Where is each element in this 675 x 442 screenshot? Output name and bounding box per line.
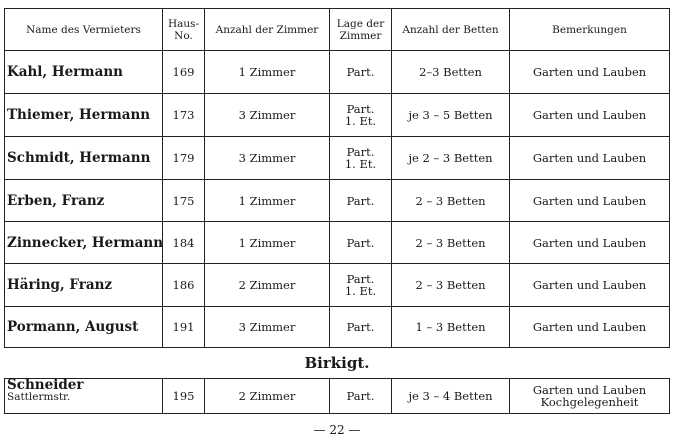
cell-betten: je 2 – 3 Betten — [408, 151, 493, 165]
cell-name: Zinnecker, Hermann — [7, 234, 164, 251]
cell-lage — [330, 51, 391, 93]
header-lage — [330, 9, 391, 50]
cell-zimmer: 2 Zimmer — [238, 389, 296, 403]
table-bottom-rule — [4, 413, 670, 414]
cell-haus: 186 — [172, 278, 195, 292]
cell-lage — [330, 307, 391, 347]
cell-betten: 2–3 Betten — [419, 65, 482, 79]
cell-zimmer: 3 Zimmer — [238, 108, 296, 122]
section-heading: Birkigt. — [304, 354, 370, 372]
section-top-rule — [4, 347, 670, 348]
cell-bemerkungen — [510, 264, 669, 306]
lage-line: 1. Et. — [344, 114, 377, 128]
lage-line: Part. — [346, 102, 375, 116]
bemerkungen-line: Garten und Lauben — [532, 108, 647, 122]
lage-line: 1. Et. — [344, 157, 377, 171]
cell-zimmer: 3 Zimmer — [238, 320, 296, 334]
header-bemerkungen: Bemerkungen — [552, 23, 627, 36]
cell-zimmer: 1 Zimmer — [238, 193, 296, 208]
header-name: Name des Vermieters — [26, 23, 141, 36]
lage-line: 1. Et. — [344, 284, 377, 298]
header-lage-line1: Lage der — [336, 17, 385, 30]
column-rule — [669, 8, 670, 347]
bemerkungen-line: Garten und Lauben — [532, 151, 647, 165]
column-rule — [669, 378, 670, 413]
cell-lage — [330, 137, 391, 179]
lage-line: Part. — [346, 389, 375, 403]
cell-name: Thiemer, Hermann — [7, 107, 151, 123]
lage-line: Part. — [346, 272, 375, 286]
cell-bemerkungen — [510, 51, 669, 93]
lage-line: Part. — [346, 145, 375, 159]
cell-bemerkungen — [510, 307, 669, 347]
vermieter-name: Schneider — [7, 377, 84, 393]
header-zimmer: Anzahl der Zimmer — [215, 23, 319, 36]
cell-haus: 175 — [172, 193, 195, 208]
bemerkungen-line: Garten und Lauben — [532, 320, 647, 334]
cell-haus: 169 — [172, 65, 195, 79]
header-lage-line2: Zimmer — [339, 29, 382, 42]
cell-betten: je 3 – 5 Betten — [408, 108, 493, 122]
lage-line: Part. — [346, 320, 375, 334]
cell-bemerkungen — [510, 222, 669, 263]
cell-betten: 2 – 3 Betten — [415, 235, 486, 250]
cell-betten: 1 – 3 Betten — [415, 320, 486, 334]
cell-haus: 179 — [172, 151, 195, 165]
bemerkungen-line: Garten und Lauben — [532, 383, 647, 397]
cell-zimmer: 2 Zimmer — [238, 278, 296, 292]
cell-bemerkungen — [510, 180, 669, 221]
header-haus-line2: No. — [174, 29, 193, 42]
cell-name: Häring, Franz — [7, 277, 113, 293]
cell-name: Erben, Franz — [7, 192, 105, 209]
cell-lage — [330, 222, 391, 263]
cell-haus: 195 — [172, 389, 195, 403]
cell-betten: je 3 – 4 Betten — [408, 389, 493, 403]
cell-lage — [330, 264, 391, 306]
lage-line: Part. — [346, 65, 375, 79]
cell-zimmer: 1 Zimmer — [238, 235, 296, 250]
cell-zimmer: 3 Zimmer — [238, 151, 296, 165]
cell-bemerkungen — [510, 379, 669, 413]
cell-name: Kahl, Hermann — [7, 64, 123, 80]
cell-haus: 184 — [172, 235, 195, 250]
cell-betten: 2 – 3 Betten — [415, 278, 486, 292]
cell-lage — [330, 94, 391, 136]
cell-lage — [330, 379, 391, 413]
cell-betten: 2 – 3 Betten — [415, 193, 486, 208]
cell-haus: 191 — [172, 320, 195, 334]
lage-line: Part. — [346, 235, 375, 250]
cell-lage — [330, 180, 391, 221]
lage-line: Part. — [346, 193, 375, 208]
bemerkungen-line: Garten und Lauben — [532, 193, 647, 208]
vermieter-occupation: Sattlermstr. — [7, 391, 71, 403]
cell-zimmer: 1 Zimmer — [238, 65, 296, 79]
cell-name: Pormann, August — [7, 319, 139, 335]
cell-haus: 173 — [172, 108, 195, 122]
cell-bemerkungen — [510, 94, 669, 136]
header-betten: Anzahl der Betten — [402, 23, 499, 36]
bemerkungen-line: Garten und Lauben — [532, 278, 647, 292]
cell-bemerkungen — [510, 137, 669, 179]
bemerkungen-line: Garten und Lauben — [532, 235, 647, 250]
bemerkungen-line: Garten und Lauben — [532, 65, 647, 79]
cell-name — [5, 379, 164, 413]
bemerkungen-line: Kochgelegenheit — [540, 395, 639, 409]
page-number: — 22 — — [313, 423, 361, 437]
cell-name: Schmidt, Hermann — [7, 150, 151, 166]
header-haus — [163, 9, 204, 50]
header-haus-line1: Haus- — [167, 17, 200, 30]
